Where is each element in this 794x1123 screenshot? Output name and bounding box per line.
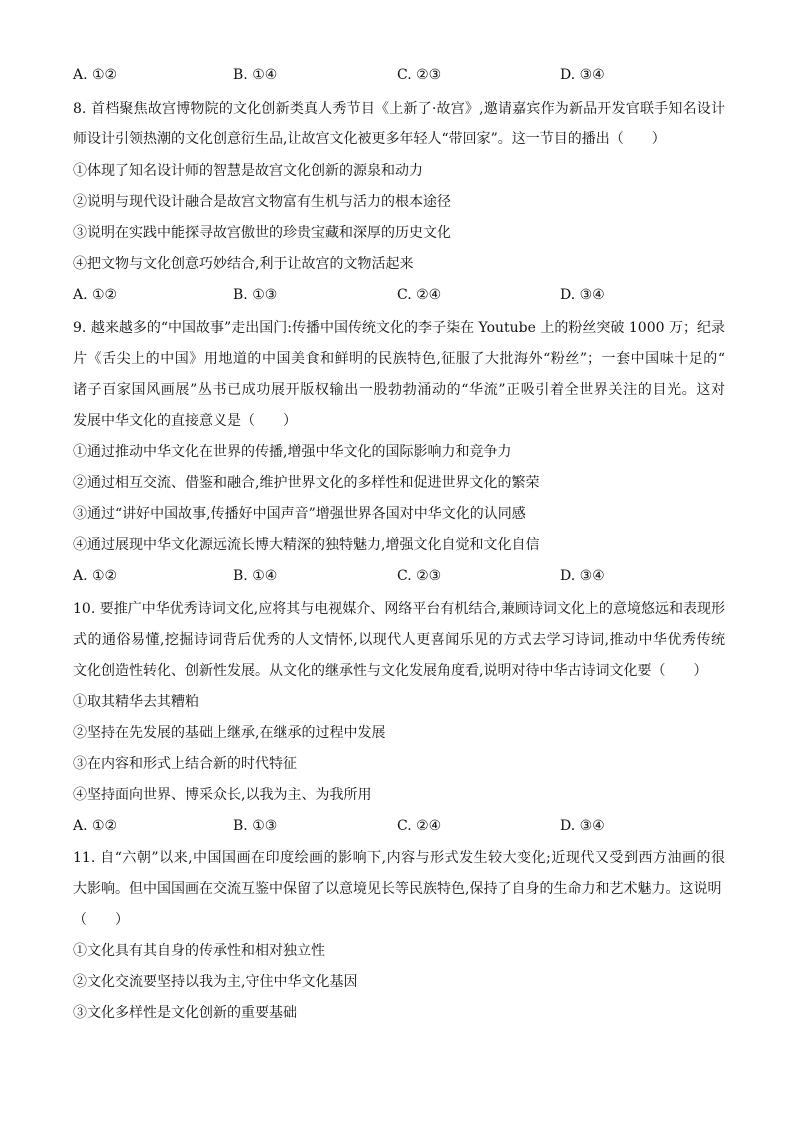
- q11-item-1: ①文化具有其自身的传承性和相对独立性: [73, 943, 325, 959]
- option-c[interactable]: C. ②③: [397, 568, 442, 584]
- option-d[interactable]: D. ③④: [560, 818, 605, 834]
- q9-stem-line-4: 发展中华文化的直接意义是（ ）: [73, 413, 297, 429]
- q11-item-2: ②文化交流要坚持以我为主,守住中华文化基因: [73, 974, 358, 990]
- q10-options: [73, 816, 723, 836]
- q10-stem-line-2: 式的通俗易懂,挖掘诗词背后优秀的人文情怀,以现代人更喜闻乐见的方式去学习诗词,推动中华优秀传统: [73, 632, 725, 648]
- option-b[interactable]: B. ①④: [233, 67, 278, 83]
- option-a[interactable]: A. ①②: [73, 67, 118, 83]
- option-d[interactable]: D. ③④: [560, 67, 605, 83]
- option-a[interactable]: A. ①②: [73, 818, 118, 834]
- q9-stem-line-2: 片《舌尖上的中国》用地道的中国美食和鲜明的民族特色,征服了大批海外“粉丝”；一套中国味十足的“: [73, 351, 725, 367]
- option-c[interactable]: C. ②④: [397, 287, 442, 303]
- option-a[interactable]: A. ①②: [73, 287, 118, 303]
- q8-item-1: ①体现了知名设计师的智慧是故宫文化创新的源泉和动力: [73, 163, 423, 179]
- q8-options: [73, 285, 723, 305]
- q10-item-2: ②坚持在先发展的基础上继承,在继承的过程中发展: [73, 725, 386, 741]
- q11-stem-line-1: 11. 自“六朝”以来,中国国画在印度绘画的影响下,内容与形式发生较大变化;近现代又受到西方油画的很: [73, 850, 725, 866]
- q9-options: [73, 566, 723, 586]
- q9-item-4: ④通过展现中华文化源远流长博大精深的独特魅力,增强文化自觉和文化自信: [73, 537, 540, 553]
- q10-item-4: ④坚持面向世界、博采众长,以我为主、为我所用: [73, 787, 372, 803]
- q10-item-1: ①取其精华去其糟粕: [73, 694, 199, 710]
- q9-item-1: ①通过推动中华文化在世界的传播,增强中华文化的国际影响力和竞争力: [73, 444, 512, 460]
- option-b[interactable]: B. ①④: [233, 568, 278, 584]
- q11-item-3: ③文化多样性是文化创新的重要基础: [73, 1005, 297, 1021]
- option-b[interactable]: B. ①③: [233, 287, 278, 303]
- option-a[interactable]: A. ①②: [73, 568, 118, 584]
- option-c[interactable]: C. ②③: [397, 67, 442, 83]
- q11-stem-line-3: （ ）: [73, 912, 129, 928]
- option-d[interactable]: D. ③④: [560, 287, 605, 303]
- q10-stem-line-1: 10. 要推广中华优秀诗词文化,应将其与电视媒介、网络平台有机结合,兼顾诗词文化上的意境悠远和表现形: [73, 601, 725, 617]
- q9-stem-line-1: 9. 越来越多的“中国故事”走出国门:传播中国传统文化的李子柒在 Youtube 上的粉丝突破 1000 万；纪录: [73, 320, 725, 336]
- q7-options: [73, 65, 723, 85]
- q11-stem-line-2: 大影响。但中国国画在交流互鉴中保留了以意境见长等民族特色,保持了自身的生命力和艺术魅力。这说明: [73, 881, 722, 897]
- q9-item-2: ②通过相互交流、借鉴和融合,维护世界文化的多样性和促进世界文化的繁荣: [73, 475, 540, 491]
- q8-stem-line-2: 师设计引领热潮的文化创意衍生品,让故宫文化被更多年轻人“带回家”。这一节目的播出（ ）: [73, 131, 666, 147]
- q8-item-4: ④把文物与文化创意巧妙结合,利于让故宫的文物活起来: [73, 256, 414, 272]
- option-d[interactable]: D. ③④: [560, 568, 605, 584]
- q9-item-3: ③通过“讲好中国故事,传播好中国声音”增强世界各国对中华文化的认同感: [73, 506, 526, 522]
- option-b[interactable]: B. ①③: [233, 818, 278, 834]
- q10-stem-line-3: 文化创造性转化、创新性发展。从文化的继承性与文化发展角度看,说明对待中华古诗词文化要（ ）: [73, 663, 708, 679]
- q8-stem-line-1: 8. 首档聚焦故宫博物院的文化创新类真人秀节目《上新了·故宫》,邀请嘉宾作为新品开发官联手知名设计: [73, 101, 725, 117]
- q8-item-2: ②说明与现代设计融合是故宫文物富有生机与活力的根本途径: [73, 194, 451, 210]
- q10-item-3: ③在内容和形式上结合新的时代特征: [73, 756, 297, 772]
- q8-item-3: ③说明在实践中能探寻故宫傲世的珍贵宝藏和深厚的历史文化: [73, 225, 451, 241]
- option-c[interactable]: C. ②④: [397, 818, 442, 834]
- q9-stem-line-3: 诸子百家国风画展”丛书已成功展开版权输出一股勃勃涌动的“华流”正吸引着全世界关注的目光。这对: [73, 382, 725, 398]
